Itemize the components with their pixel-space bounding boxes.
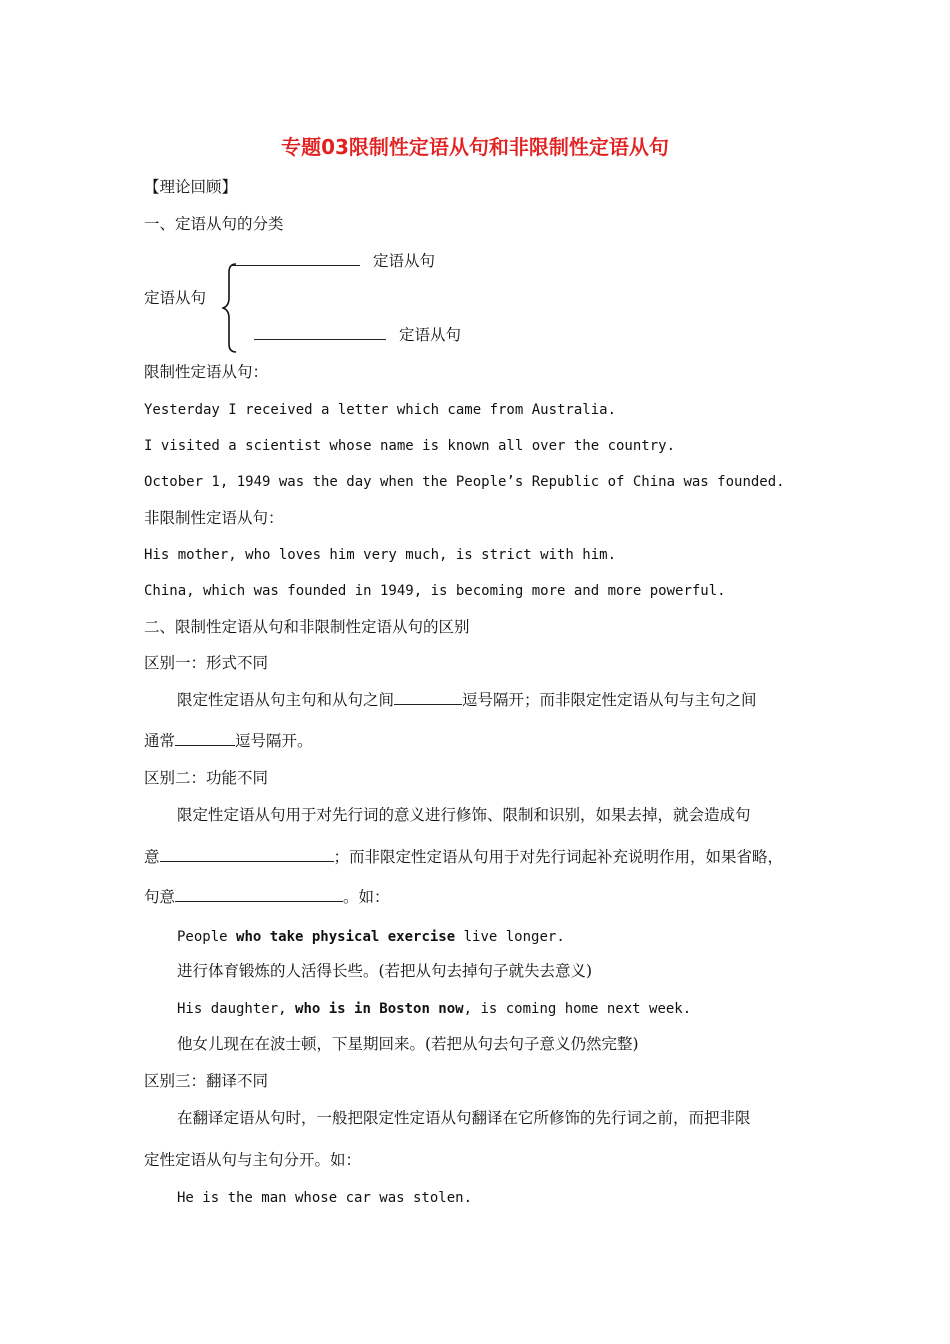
answer-blank[interactable]: [254, 325, 386, 340]
diff2-paragraph-line2: [144, 847, 783, 867]
diagram-branch-bottom-label: 定语从句: [398, 326, 461, 344]
answer-blank[interactable]: [175, 731, 235, 746]
text-segment: 逗号隔开。: [235, 732, 313, 750]
diff3-paragraph-line1: 在翻译定语从句时，一般把限定性定语从句翻译在它所修饰的先行词之前，而把非限: [177, 1109, 751, 1127]
text-segment: 通常: [144, 732, 176, 750]
diff2-paragraph-line3: [144, 887, 390, 907]
nonrestrictive-label: 非限制性定语从句：: [144, 509, 284, 527]
diagram-branch-bottom: [254, 325, 461, 345]
diff1-heading: 区别一：形式不同: [144, 654, 269, 672]
restrictive-example-2: I visited a scientist whose name is known all over the country.: [144, 438, 676, 454]
diff2-paragraph-line1: 限定性定语从句用于对先行词的意义进行修饰、限制和识别，如果去掉，就会造成句: [177, 806, 751, 824]
diff1-paragraph-line2: [144, 731, 313, 751]
nonrestrictive-example-1: His mother, who loves him very much, is strict with him.: [144, 547, 617, 563]
theory-heading: 【理论回顾】: [144, 178, 238, 196]
answer-blank[interactable]: [160, 847, 334, 862]
text-segment: 限定性定语从句主句和从句之间: [177, 691, 395, 709]
text-segment: 意: [144, 848, 160, 866]
diff2-example-1: [177, 927, 565, 947]
diff3-example-1: He is the man whose car was stolen.: [177, 1190, 473, 1206]
text-segment: 。如：: [343, 888, 390, 906]
section1-heading: 一、定语从句的分类: [144, 215, 284, 233]
text-segment: ；而非限定性定语从句用于对先行词起补充说明作用，如果省略，: [333, 848, 784, 866]
answer-blank[interactable]: [175, 887, 343, 902]
restrictive-example-1: Yesterday I received a letter which came from Australia.: [144, 402, 617, 418]
diagram-branch-top: [232, 251, 435, 271]
diff1-paragraph-line1: [177, 690, 757, 710]
text-segment: 句意: [144, 888, 176, 906]
restrictive-label: 限制性定语从句：: [144, 363, 269, 381]
answer-blank[interactable]: [394, 690, 462, 705]
diff3-heading: 区别三：翻译不同: [144, 1072, 269, 1090]
text-segment: His daughter,: [177, 1001, 296, 1017]
diff2-example-2-translation: 他女儿现在在波士顿，下星期回来。(若把从句去句子意义仍然完整): [177, 1035, 639, 1053]
diagram-branch-top-label: 定语从句: [372, 252, 435, 270]
text-segment: live longer.: [455, 929, 565, 945]
diagram-root-label: 定语从句: [144, 289, 207, 307]
diff2-example-1-translation: 进行体育锻炼的人活得长些。(若把从句去掉句子就失去意义): [177, 962, 593, 980]
text-segment: 逗号隔开；而非限定性定语从句与主句之间: [462, 691, 757, 709]
brace-icon: [222, 262, 242, 354]
restrictive-example-3: October 1, 1949 was the day when the People’s Republic of China was founded.: [144, 474, 785, 490]
text-segment: , is coming home next week.: [463, 1001, 692, 1017]
diff2-example-2: [177, 999, 691, 1019]
highlighted-clause: who is in Boston now: [295, 1001, 464, 1017]
page-title: 专题03限制性定语从句和非限制性定语从句: [281, 135, 669, 159]
diff3-paragraph-line2: 定性定语从句与主句分开。如：: [144, 1151, 362, 1169]
nonrestrictive-example-2: China, which was founded in 1949, is becoming more and more powerful.: [144, 583, 726, 599]
text-segment: People: [177, 929, 237, 945]
highlighted-clause: who take physical exercise: [236, 929, 456, 945]
answer-blank[interactable]: [232, 251, 360, 266]
section2-heading: 二、限制性定语从句和非限制性定语从句的区别: [144, 618, 470, 636]
diff2-heading: 区别二：功能不同: [144, 769, 269, 787]
